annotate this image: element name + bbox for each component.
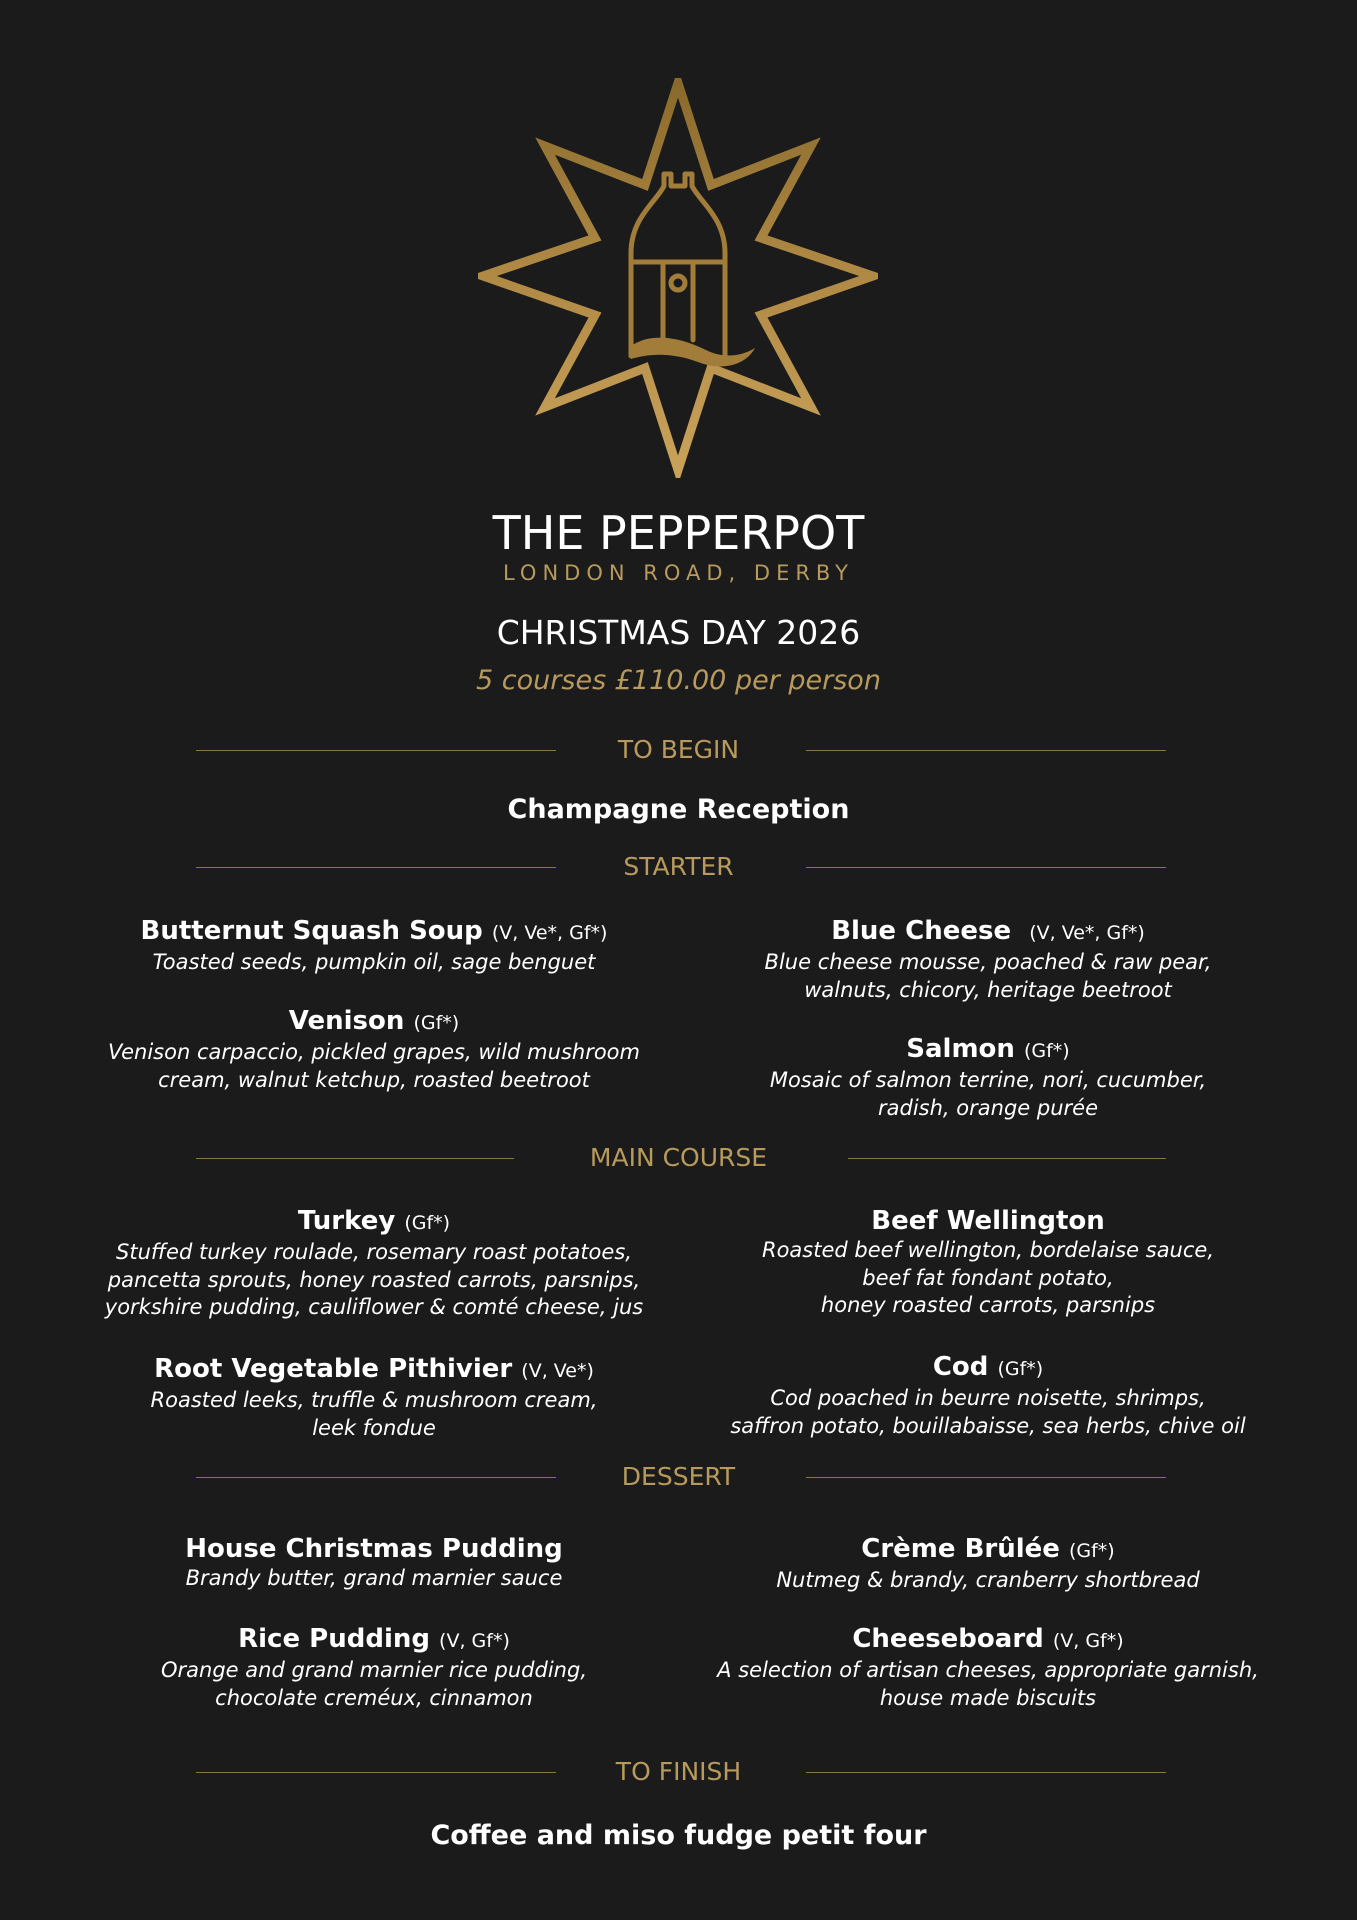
dish-description: chocolate creméux, cinnamon [215, 1685, 533, 1710]
dietary-tags: (Gf*) [404, 1212, 451, 1234]
dish-cod [708, 1351, 1268, 1440]
section-heading-main-course [0, 1141, 1357, 1175]
dish-description: Stuffed turkey roulade, rosemary roast potatoes, [116, 1240, 632, 1264]
dish-house-christmas-pudding [94, 1533, 654, 1593]
dish-name-line [94, 1533, 654, 1565]
dish-description: beef fat fondant potato, [862, 1265, 1114, 1290]
dish-description: yorkshire pudding, cauliflower & comté cheese, jus [104, 1295, 644, 1319]
dish-name-line [94, 1205, 654, 1239]
dish-root-vegetable-pithivier [94, 1353, 654, 1442]
dish-name: Venison [288, 1006, 405, 1036]
dish-description: honey roasted carrots, parsnips [820, 1293, 1156, 1317]
dietary-tags: (V, Gf*) [1052, 1630, 1124, 1652]
dish-description: Toasted seeds, pumpkin oil, sage benguet [152, 950, 596, 974]
dish-description: Blue cheese mousse, poached & raw pear, [764, 950, 1212, 974]
dietary-tags: (Gf*) [1068, 1540, 1115, 1562]
dish-description: saffron potato, bouillabaisse, sea herbs, chive oil [730, 1413, 1246, 1438]
dish-description: Nutmeg & brandy, cranberry shortbread [776, 1568, 1200, 1592]
dish-name: Crème Brûlée [861, 1534, 1060, 1564]
dish-description: A selection of artisan cheeses, appropriate garnish, [717, 1658, 1259, 1682]
dish-name: Salmon [906, 1034, 1015, 1064]
dish-description: Roasted beef wellington, bordelaise sauce, [761, 1238, 1215, 1262]
dish-salmon [708, 1033, 1268, 1122]
section-title: TO FINISH [615, 1757, 742, 1786]
dish-beef-wellington [708, 1205, 1268, 1320]
section-heading-to-finish [0, 1755, 1357, 1789]
section-title: STARTER [623, 852, 734, 881]
restaurant-name: THE PEPPERPOT [492, 506, 865, 560]
dish-name: Rice Pudding [238, 1624, 430, 1654]
section-title: DESSERT [621, 1462, 736, 1491]
dish-description: Roasted leeks, truffle & mushroom cream, [150, 1388, 598, 1412]
dish-name: Root Vegetable Pithivier [154, 1354, 513, 1384]
dish-description: radish, orange purée [878, 1095, 1098, 1120]
restaurant-location: LONDON ROAD, DERBY [502, 561, 855, 585]
menu-price: 5 courses £110.00 per person [476, 665, 881, 696]
dietary-tags: (Gf*) [413, 1012, 460, 1034]
event-title: CHRISTMAS DAY 2026 [496, 613, 861, 652]
section-title: TO BEGIN [617, 735, 740, 764]
dish-name: Beef Wellington [871, 1206, 1105, 1236]
dietary-tags: (Gf*) [1023, 1040, 1070, 1062]
dish-venison [94, 1005, 654, 1094]
dish-name-line [708, 1033, 1268, 1067]
dish-description: Cod poached in beurre noisette, shrimps, [770, 1386, 1206, 1410]
section-heading-dessert [0, 1460, 1357, 1494]
dish-name-line [708, 1533, 1268, 1567]
star-pepperpot-logo-icon [478, 78, 878, 478]
dish-description: cream, walnut ketchup, roasted beetroot [158, 1067, 590, 1092]
dietary-tags: (Gf*) [997, 1358, 1044, 1380]
dish-description: leek fondue [312, 1415, 436, 1440]
dish-description: Venison carpaccio, pickled grapes, wild mushroom [107, 1040, 640, 1064]
dietary-tags: (V, Ve*, Gf*) [491, 922, 608, 944]
dish-name-line [94, 915, 654, 949]
dish-name: Cod [932, 1352, 989, 1382]
dish-description: house made biscuits [879, 1685, 1097, 1710]
begin-item: Champagne Reception [507, 794, 850, 825]
dish-name-line [708, 1623, 1268, 1657]
dish-name-line [94, 1623, 654, 1657]
dish-name-line [94, 1005, 654, 1039]
dish-description: pancetta sprouts, honey roasted carrots, parsnips, [107, 1267, 641, 1292]
dish-description: Brandy butter, grand marnier sauce [185, 1566, 563, 1590]
dish-description: walnuts, chicory, heritage beetroot [804, 977, 1172, 1002]
dish-name: Cheeseboard [852, 1624, 1044, 1654]
section-heading-to-begin [0, 733, 1357, 767]
dietary-tags: (V, Ve*, Gf*) [1029, 922, 1145, 944]
dish-blue-cheese [708, 915, 1268, 1004]
finish-item: Coffee and miso fudge petit four [430, 1820, 927, 1851]
dish-name-line [94, 1353, 654, 1387]
dish-name: Blue Cheese [831, 916, 1012, 946]
dish-name-line [708, 1351, 1268, 1385]
dish-description: Orange and grand marnier rice pudding, [161, 1658, 587, 1682]
dish-name: House Christmas Pudding [185, 1534, 563, 1564]
dish-cheeseboard [708, 1623, 1268, 1712]
dish-name: Turkey [297, 1206, 396, 1236]
section-title: MAIN COURSE [589, 1143, 768, 1172]
dish-name: Butternut Squash Soup [140, 916, 483, 946]
dish-name-line [708, 1205, 1268, 1237]
dish-rice-pudding [94, 1623, 654, 1712]
dish-description: Mosaic of salmon terrine, nori, cucumber, [769, 1068, 1207, 1092]
dietary-tags: (V, Ve*) [521, 1360, 594, 1382]
dish-name-line [708, 915, 1268, 949]
dish-creme-brulee [708, 1533, 1268, 1595]
dish-butternut-squash-soup [94, 915, 654, 977]
dietary-tags: (V, Gf*) [439, 1630, 510, 1652]
section-heading-starter [0, 850, 1357, 884]
dish-turkey [94, 1205, 654, 1322]
